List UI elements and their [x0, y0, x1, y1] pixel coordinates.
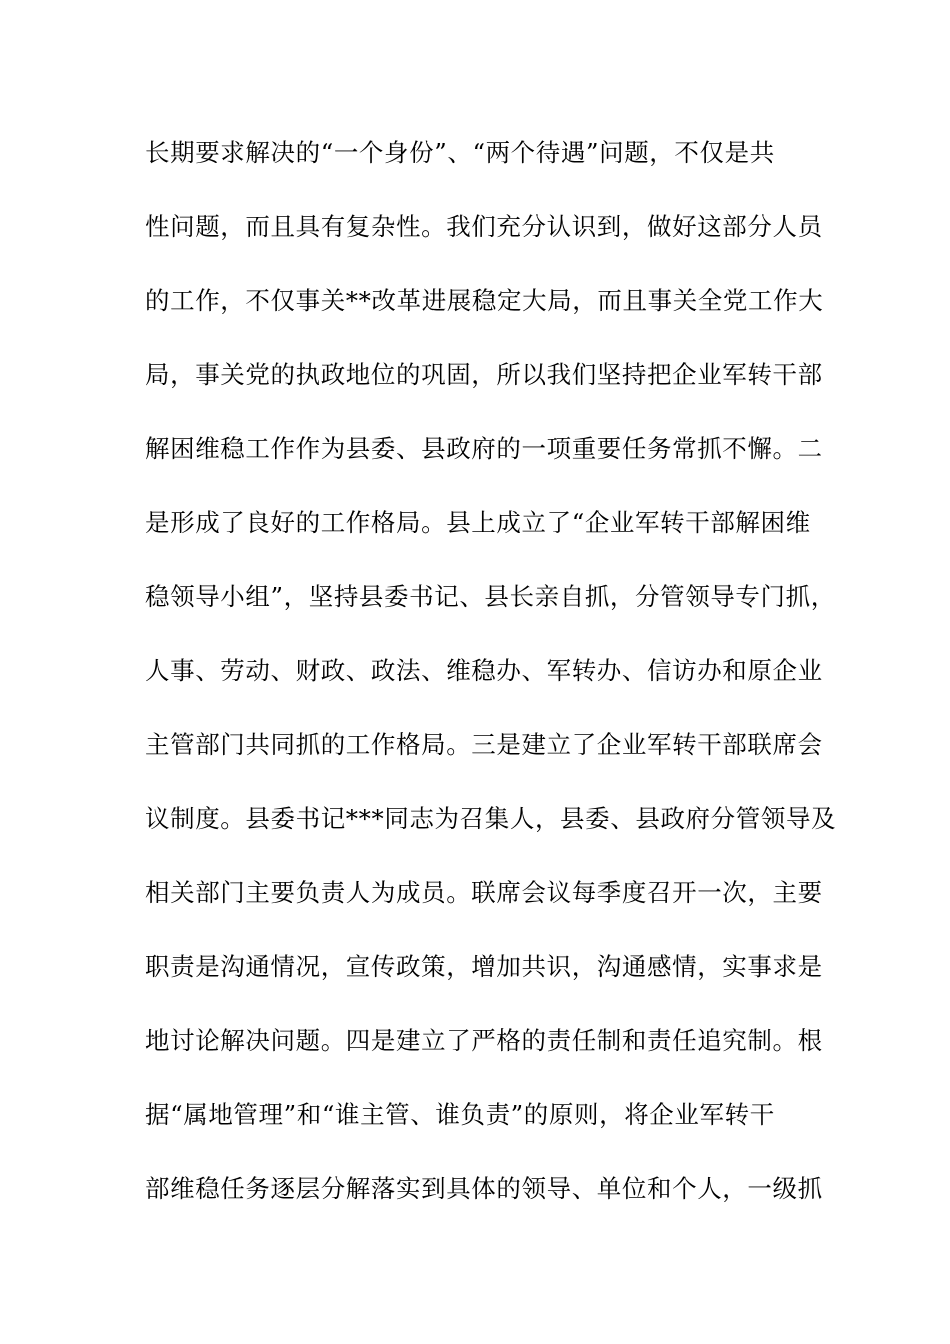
text-line: 的工作，不仅事关**改革进展稳定大局，而且事关全党工作大	[145, 286, 824, 315]
text-line: 解困维稳工作作为县委、县政府的一项重要任务常抓不懈。二	[145, 434, 823, 463]
text-line: 主管部门共同抓的工作格局。三是建立了企业军转干部联席会	[145, 730, 823, 759]
text-line: 地讨论解决问题。四是建立了严格的责任制和责任追究制。根	[145, 1026, 823, 1055]
body-text	[145, 133, 837, 1243]
text-line: 部维稳任务逐层分解落实到具体的领导、单位和个人，一级抓	[145, 1174, 823, 1203]
text-line: 局，事关党的执政地位的巩固，所以我们坚持把企业军转干部	[145, 360, 823, 389]
text-line: 性问题，而且具有复杂性。我们充分认识到，做好这部分人员	[145, 212, 823, 241]
text-line: 据“属地管理”和“谁主管、谁负责”的原则，将企业军转干	[145, 1100, 775, 1129]
text-line: 长期要求解决的“一个身份”、“两个待遇”问题，不仅是共	[145, 138, 775, 167]
text-line: 相关部门主要负责人为成员。联席会议每季度召开一次，主要	[145, 878, 823, 907]
text-line: 稳领导小组”，坚持县委书记、县长亲自抓，分管领导专门抓，	[145, 582, 836, 611]
text-line: 职责是沟通情况，宣传政策，增加共识，沟通感情，实事求是	[145, 952, 823, 981]
text-line: 议制度。县委书记***同志为召集人，县委、县政府分管领导及	[145, 804, 837, 833]
text-line: 人事、劳动、财政、政法、维稳办、军转办、信访办和原企业	[145, 656, 823, 685]
text-line: 是形成了良好的工作格局。县上成立了“企业军转干部解困维	[145, 508, 811, 537]
